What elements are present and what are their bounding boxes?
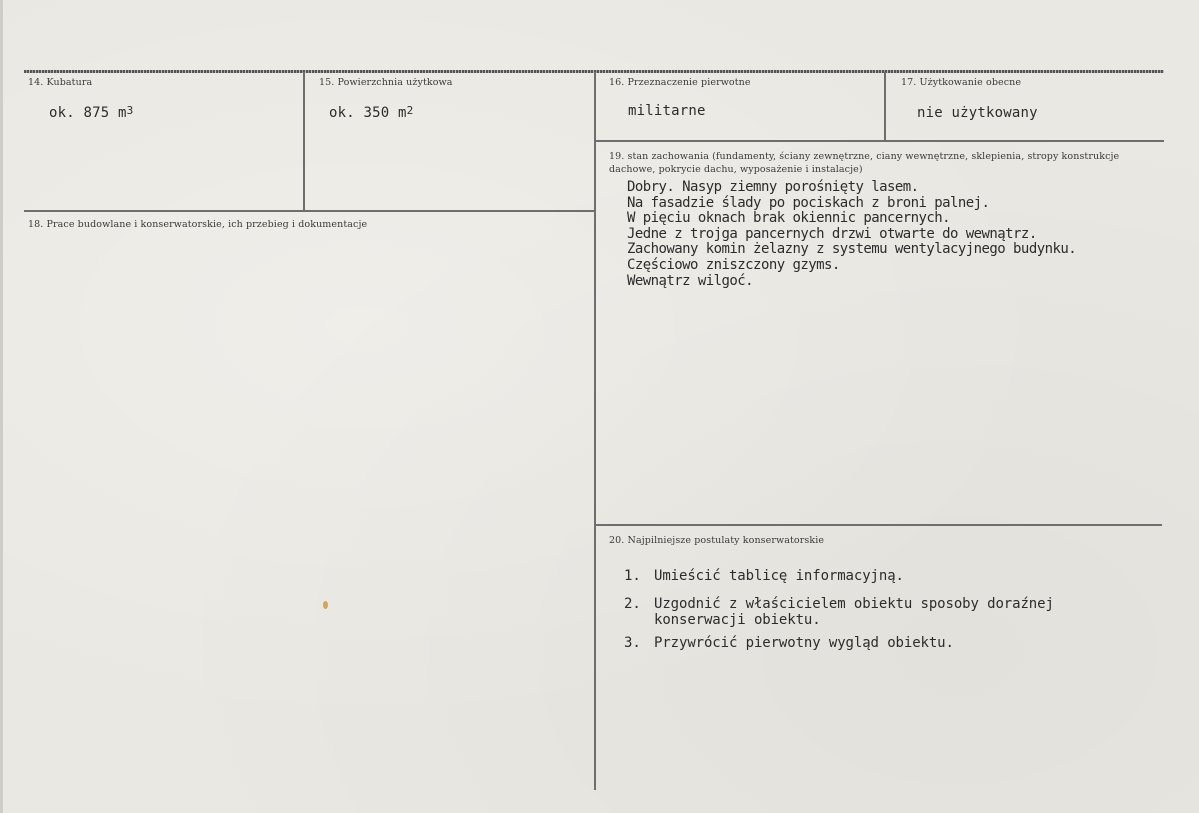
condition-line: W pięciu oknach brak okiennic pancernych. [627, 210, 951, 227]
postulate-number: 3. [624, 635, 641, 651]
powierzchnia-text: ok. 350 m [329, 105, 407, 121]
postulate-text: Umieścić tablicę informacyjną. [654, 568, 904, 584]
field-16-label: 16. Przeznaczenie pierwotne [609, 77, 751, 88]
condition-text-block [627, 180, 1076, 289]
field-18-label: 18. Prace budowlane i konserwatorskie, ich przebieg i dokumentacje [28, 219, 368, 230]
postulate-text: Uzgodnić z właścicielem obiektu sposoby doraźnej konserwacji obiektu. [654, 596, 1054, 628]
postulate-item [624, 568, 1164, 584]
condition-line: Zachowany komin żelazny z systemu wentylacyjnego budynku. [627, 241, 1077, 258]
postulate-item [624, 635, 1164, 651]
main-vertical-divider [594, 72, 596, 790]
kubatura-unit-exponent: 3 [126, 104, 134, 117]
field-14-value [49, 105, 134, 121]
condition-line: Wewnątrz wilgoć. [627, 272, 754, 289]
condition-line: Na fasadzie ślady po pociskach z broni palnej. [627, 194, 990, 211]
field-15-value [329, 105, 414, 121]
postulates-list [624, 568, 1164, 658]
field-17-label: 17. Użytkowanie obecne [901, 77, 1022, 88]
sheet-edge [0, 0, 3, 813]
field-17-value: nie użytkowany [917, 105, 1038, 121]
postulate-number: 1. [624, 568, 641, 584]
divider-14-15 [303, 72, 305, 210]
field-14-label: 14. Kubatura [28, 77, 93, 88]
powierzchnia-unit-exponent: 2 [406, 104, 414, 117]
postulate-item [624, 596, 1164, 628]
divider-16-17 [884, 72, 886, 140]
postulate-number: 2. [624, 596, 641, 612]
rule-above-20 [596, 524, 1162, 526]
rule-below-14-15 [24, 210, 595, 212]
condition-line: Częściowo zniszczony gzyms. [627, 256, 840, 273]
field-16-value: militarne [628, 103, 706, 119]
condition-line: Dobry. Nasyp ziemny porośnięty lasem. [627, 179, 919, 195]
rule-below-16-17 [596, 140, 1164, 142]
paper-stain [323, 601, 328, 609]
field-20-label: 20. Najpilniejsze postulaty konserwatorskie [609, 535, 825, 546]
condition-line: Jedne z trojga pancernych drzwi otwarte do wewnątrz. [627, 225, 1037, 242]
postulate-text: Przywrócić pierwotny wygląd obiektu. [654, 635, 954, 651]
kubatura-text: ok. 875 m [49, 105, 127, 121]
field-19-label: 19. stan zachowania (fundamenty, ściany zewnętrzne, ciany wewnętrzne, sklepienia, stropy konstrukcje dachowe, pokrycie dachu, wyposażenie i instalacje) [609, 151, 1120, 175]
field-15-label: 15. Powierzchnia użytkowa [319, 77, 453, 88]
